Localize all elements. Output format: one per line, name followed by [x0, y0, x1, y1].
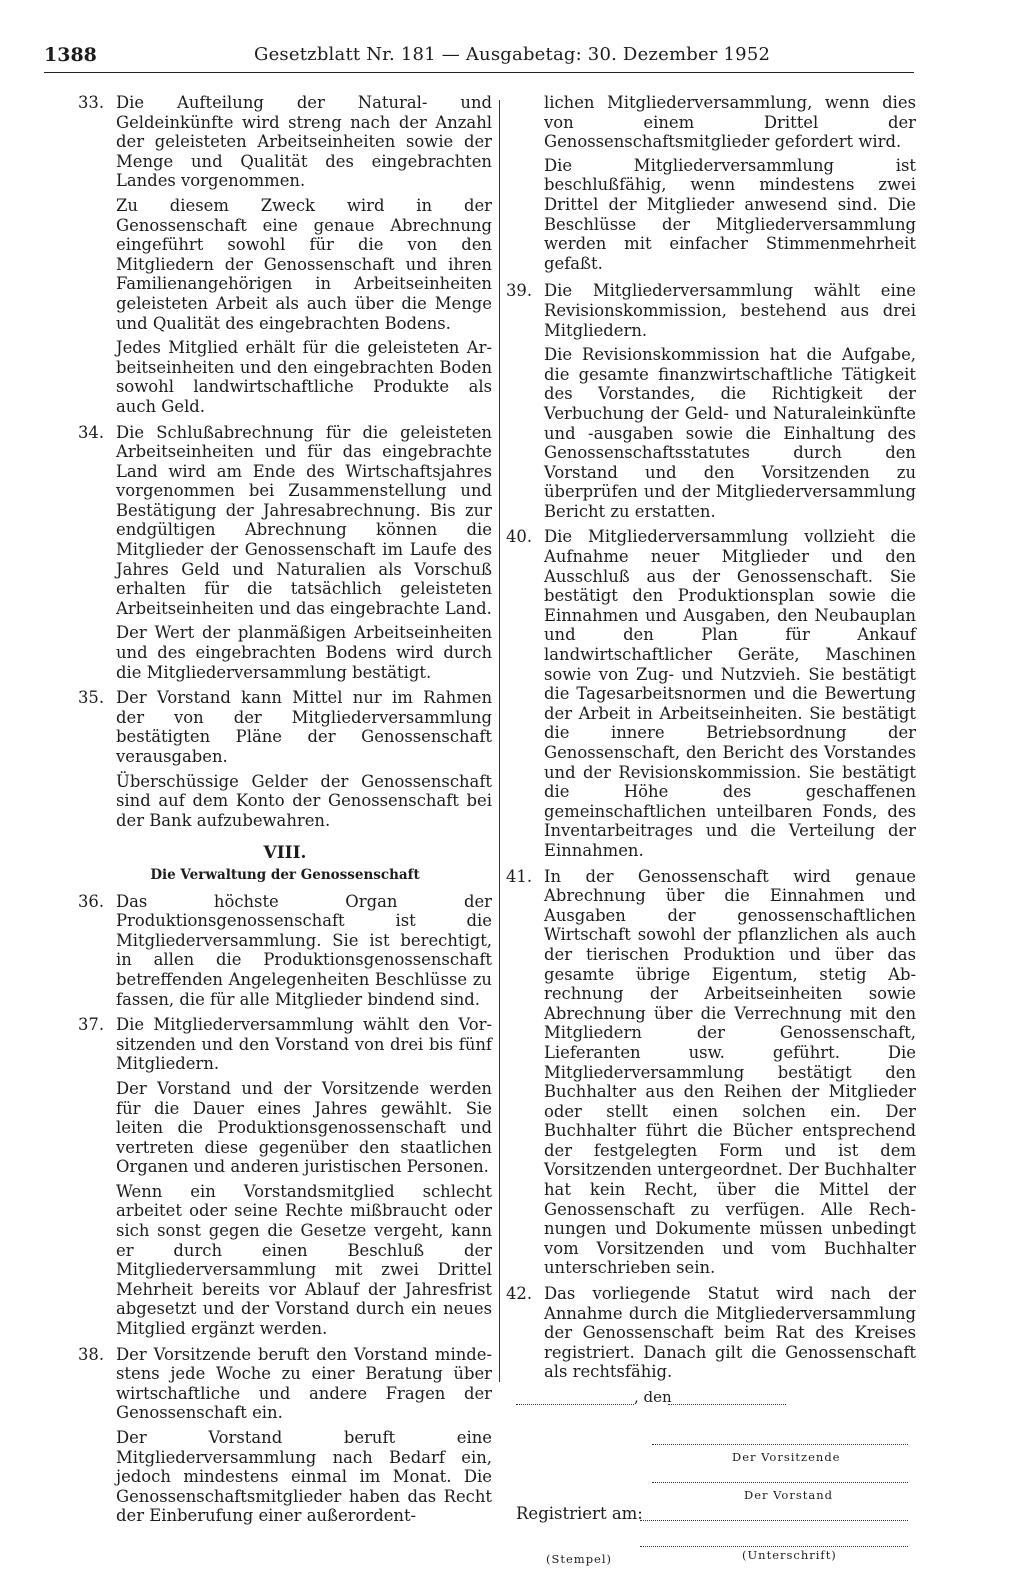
article-paragraph: Der Wert der planmäßigen Arbeitseinheiten und des eingebrachten Bodens wird durch die Mitgliederversammlung bestätigt.	[116, 623, 492, 682]
article-37	[78, 1015, 492, 1339]
article-number: 35.	[78, 688, 105, 708]
article-paragraph: In der Genossenschaft wird genaue Abrechnung über die Einnahmen und Ausgaben der genossenschaftlichen Wirtschaft sowohl der pflanzlichen als auch der tierischen Produktion und über das gesamte übrige Eigentum, stetig Abrechnung der Arbeitseinheiten sowie Abrechnung über die Verrechnung mit den Mitgliedern der Genossenschaft, Lieferanten usw. geführt. Die Mitgliederversammlung bestätigt den Buchhalter aus den Reihen der Mitglieder oder stellt einen solchen ein. Der Buchhalter führt die Bücher entsprechend der festgelegten Form und ist dem Vorsitzenden untergeordnet. Der Buchhalter hat kein Recht, über die Mittel der Genossenschaft zu verfügen. Alle Rechnungen und Dokumente müssen unbedingt vom Vorsitzenden und vom Buchhalter unterschrieben sein.	[544, 866, 916, 1278]
article-paragraph: Jedes Mitglied erhält für die geleisteten Arbeitseinheiten und den eingebrachten Boden sowohl landwirtschaftliche Produkte als auch Geld.	[116, 338, 492, 416]
place-line	[516, 1404, 634, 1405]
right-items	[506, 281, 916, 1382]
signature-block	[506, 1388, 916, 1578]
article-paragraph: Der Vorstand kann Mittel nur im Rahmen der von der Mitgliederversammlung bestätigten Pläne der Genossenschaft verausgaben.	[116, 688, 492, 766]
date-line	[668, 1404, 786, 1405]
article-41	[506, 867, 916, 1278]
article-number: 39.	[506, 281, 533, 301]
unterschrift-caption: (Unterschrift)	[742, 1548, 837, 1562]
left-items	[78, 93, 492, 830]
article-number: 40.	[506, 527, 533, 547]
article-number: 33.	[78, 93, 105, 112]
page-header	[44, 44, 914, 73]
continued-paragraph-2: Die Mitgliederversammlung ist beschlußfähig, wenn mindestens zwei Drittel der Mitglieder anwesend sind. Die Beschlüsse der Mitgliederversammlung werden mit einfacher Stimmenmehrheit gefaßt.	[544, 155, 916, 273]
article-36	[78, 892, 492, 1010]
left-column	[78, 93, 492, 1532]
den-label: , den	[634, 1388, 672, 1406]
article-paragraph: Der Vorstand beruft eine Mitgliederversammlung nach Bedarf ein, jedoch mindestens einmal im Monat. Die Genossenschaftsmitglieder haben das Recht der Einberufung einer außerordent-	[116, 1428, 492, 1526]
article-number: 42.	[506, 1284, 533, 1304]
article-number: 38.	[78, 1344, 105, 1364]
article-42	[506, 1284, 916, 1382]
article-number: 41.	[506, 866, 533, 886]
article-number: 34.	[78, 422, 105, 442]
vorsitzende-caption: Der Vorsitzende	[732, 1450, 841, 1464]
article-38	[78, 1345, 492, 1526]
article-paragraph: Überschüssige Gelder der Genossenschaft sind auf dem Konto der Genossenschaft bei der Bank aufzubewahren.	[116, 771, 492, 830]
article-paragraph: Die Aufteilung der Natural- und Geldeinkünfte wird streng nach der Anzahl der geleisteten Arbeitseinheiten sowie der Menge und Qualität des eingebrachten Landes vorgenommen.	[116, 93, 492, 191]
article-paragraph: Wenn ein Vorstandsmitglied schlecht arbeitet oder seine Rechte mißbraucht oder sich sonst gegen die Gesetze vergeht, kann er durch einen Beschluß der Mitgliederversammlung mit zwei Drittel Mehrheit bereits vor Ablauf der Jahresfrist abgesetzt und der Vorstand durch ein neues Mitglied ergänzt werden.	[116, 1181, 492, 1339]
continued-paragraph: lichen Mitgliederversammlung, wenn dies von einem Drittel der Genossenschaftsmitglieder gefordert wird.	[544, 93, 916, 152]
page-number: 1388	[44, 44, 97, 66]
article-paragraph: Die Mitgliederversammlung wählt den Vorsitzenden und den Vorstand von drei bis fünf Mitgliedern.	[116, 1015, 492, 1074]
right-column	[506, 93, 916, 1578]
article-paragraph: Die Mitgliederversammlung vollzieht die Aufnahme neuer Mitglieder und den Ausschluß aus der Genossenschaft. Sie bestätigt den Produktionsplan sowie die Einnahmen und Ausgaben, den Neubauplan und den Plan für Ankauf landwirtschaftlicher Geräte, Maschinen sowie von Zug- und Nutzvieh. Sie bestätigt die Tagesarbeitsnormen und die Bewertung der Arbeit in Arbeitseinheiten. Sie bestätigt die innere Betriebsordnung der Genossenschaft, den Bericht des Vorstandes und der Revisionskommission. Sie bestätigt die Höhe des geschaffenen gemeinschaftlichen unteilbaren Fonds, des Inventarbeitrages und die Verteilung der Einnahmen.	[544, 527, 916, 860]
article-number: 36.	[78, 891, 105, 911]
registriert-line	[640, 1520, 908, 1521]
article-paragraph: Die Revisionskommission hat die Aufgabe, die gesamte finanzwirtschaftliche Tätigkeit des Vorstandes, die Richtigkeit der Verbuchung der Geld- und Naturaleinkünfte und -ausgaben sowie die Einhaltung des Genossenschaftsstatutes durch den Vorstand und den Vorsitzenden zu überprüfen und der Mitgliederversammlung Bericht zu erstatten.	[544, 345, 916, 521]
section-title: Die Verwaltung der Genossenschaft	[150, 866, 420, 883]
vorsitzende-line	[652, 1444, 908, 1445]
article-34	[78, 423, 492, 683]
article-40	[506, 527, 916, 860]
article-39	[506, 281, 916, 521]
article-paragraph: Die Mitgliederversammlung wählt eine Revisionskommission, bestehend aus drei Mitgliedern.	[544, 281, 916, 340]
left-items-2	[78, 892, 492, 1526]
article-33	[78, 93, 492, 417]
article-paragraph: Der Vorstand und der Vorsitzende werden für die Dauer eines Jahres gewählt. Sie leiten die Produktionsgenossenschaft und vertreten diese gegenüber den staatlichen Organen und anderen juristischen Personen.	[116, 1078, 492, 1177]
article-paragraph: Das höchste Organ der Produktionsgenossenschaft ist die Mitgliederversammlung. Sie ist berechtigt, in allen die Produktionsgenossenschaft betreffenden Angelegenheiten Beschlüsse zu fassen, die für alle Mitglieder bindend sind.	[116, 891, 492, 1009]
article-paragraph: Das vorliegende Statut wird nach der Annahme durch die Mitgliederversammlung der Genossenschaft beim Rat des Kreises registriert. Danach gilt die Genossenschaft als rechtsfähig.	[544, 1284, 916, 1382]
header-title: Gesetzblatt Nr. 181 — Ausgabetag: 30. Dezember 1952	[254, 44, 771, 65]
article-paragraph: Der Vorsitzende beruft den Vorstand mindestens jede Woche zu einer Beratung über wirtschaftliche und andere Fragen der Genossenschaft ein.	[116, 1344, 492, 1423]
stempel-caption: (Stempel)	[546, 1552, 613, 1566]
article-paragraph: Die Schlußabrechnung für die geleisteten Arbeitseinheiten und für das eingebrachte Land wird am Ende des Wirtschaftsjahres vorgenommen bei Zusammenstellung und Bestätigung der Jahresabrechnung. Bis zur endgültigen Abrechnung können die Mitglieder der Genossenschaft im Laufe des Jahres Geld und Naturalien als Vorschuß erhalten für die tatsächlich geleisteten Arbeitseinheiten und das eingebrachte Land.	[116, 422, 492, 618]
vorstand-caption: Der Vorstand	[744, 1488, 833, 1502]
article-35	[78, 688, 492, 830]
vorstand-line	[652, 1482, 908, 1483]
registriert-label: Registriert am:	[516, 1504, 643, 1523]
article-number: 37.	[78, 1015, 105, 1035]
article-paragraph: Zu diesem Zweck wird in der Genossenschaft eine genaue Abrechnung eingeführt sowohl für die von den Mitgliedern der Genossenschaft und ihren Familienangehörigen in Arbeitseinheiten geleisteten Arbeit als auch über die Menge und Qualität des eingebrachten Bodens.	[116, 195, 492, 333]
column-divider	[499, 100, 500, 1382]
section-heading: VIII.	[263, 843, 307, 864]
